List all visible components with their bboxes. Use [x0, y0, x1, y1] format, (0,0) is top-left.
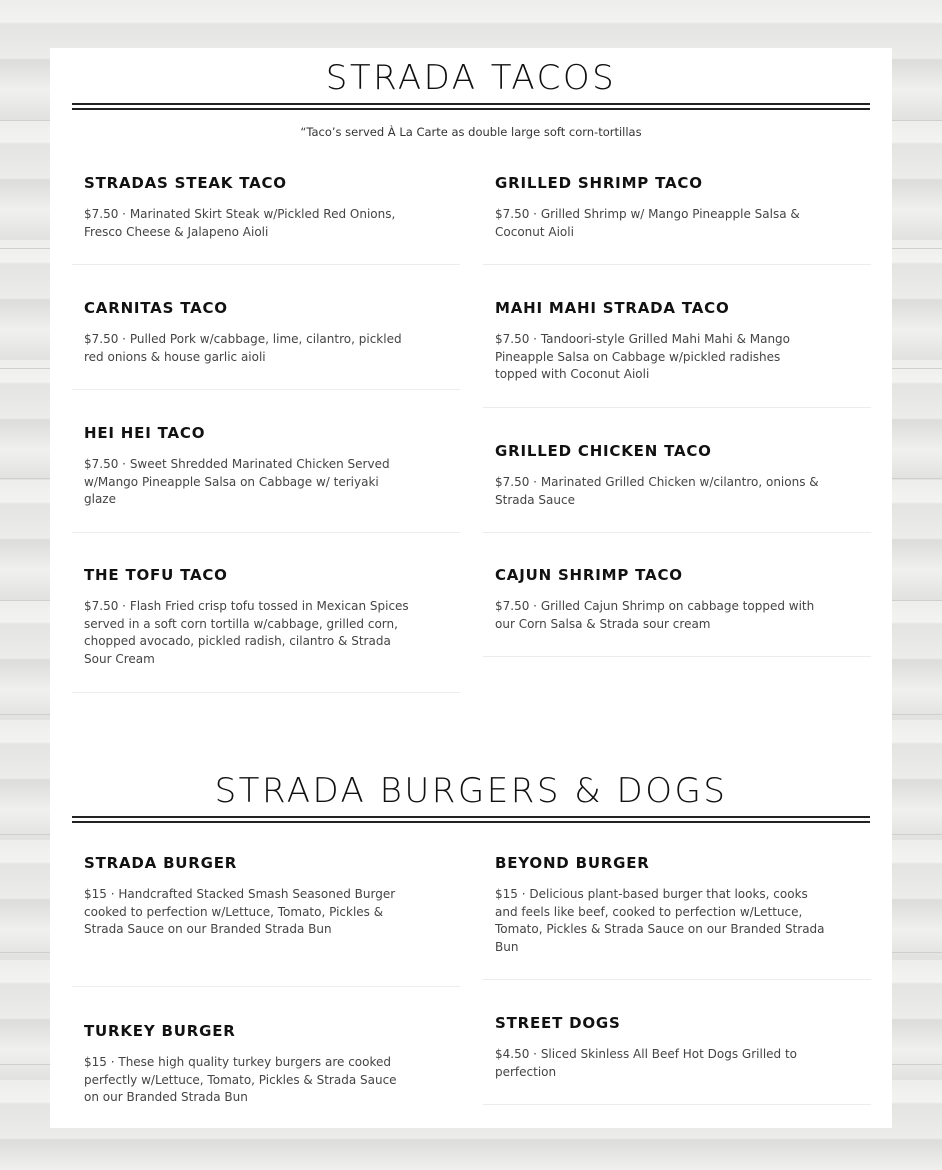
item-desc-text: Tandoori-style Grilled Mahi Mahi & Mango Pineapple Salsa on Cabbage w/pickled radishes topped with Coconut Aioli: [495, 332, 791, 382]
menu-item: [483, 174, 871, 265]
item-desc-text: Pulled Pork w/cabbage, lime, cilantro, pickled red onions & house garlic aioli: [84, 332, 402, 364]
item-divider: [72, 532, 460, 533]
item-divider: [483, 407, 871, 408]
burgers-title-rule: [72, 816, 870, 823]
price-separator: ·: [118, 457, 130, 471]
item-name: STREET DOGS: [495, 1014, 621, 1032]
price-separator: ·: [529, 599, 541, 613]
item-desc-text: Grilled Cajun Shrimp on cabbage topped with our Corn Salsa & Strada sour cream: [495, 599, 815, 631]
item-name: STRADA BURGER: [84, 854, 238, 872]
item-name: BEYOND BURGER: [495, 854, 650, 872]
burgers-section-title: STRADA BURGERS & DOGS: [214, 771, 728, 811]
item-divider: [483, 264, 871, 265]
menu-item: [72, 566, 460, 693]
menu-item: [72, 424, 460, 533]
price-separator: ·: [118, 599, 130, 613]
item-divider: [483, 1104, 871, 1105]
menu-item: [483, 854, 871, 980]
item-description: [84, 456, 414, 509]
price-separator: ·: [118, 207, 130, 221]
price-separator: ·: [517, 887, 530, 901]
price-separator: ·: [118, 332, 130, 346]
price-separator: ·: [529, 1047, 541, 1061]
item-price: $15: [84, 887, 107, 901]
item-divider: [483, 532, 871, 533]
menu-item: [72, 174, 460, 265]
menu-item: [72, 854, 460, 987]
item-name: MAHI MAHI STRADA TACO: [495, 299, 730, 317]
item-name: GRILLED SHRIMP TACO: [495, 174, 703, 192]
tacos-title-rule: [72, 103, 870, 110]
item-divider: [72, 264, 460, 265]
menu-item: [72, 299, 460, 390]
item-description: [84, 1054, 414, 1107]
item-description: [495, 1046, 825, 1081]
item-name: TURKEY BURGER: [84, 1022, 236, 1040]
price-separator: ·: [106, 887, 119, 901]
item-price: $7.50: [84, 599, 119, 613]
item-price: $7.50: [84, 207, 119, 221]
item-name: GRILLED CHICKEN TACO: [495, 442, 712, 460]
item-description: [84, 331, 414, 366]
item-description: [495, 474, 825, 509]
item-price: $15: [495, 887, 518, 901]
item-price: $7.50: [84, 332, 119, 346]
item-description: [84, 206, 414, 241]
item-desc-text: Sweet Shredded Marinated Chicken Served w/Mango Pineapple Salsa on Cabbage w/ teriyaki glaze: [84, 457, 390, 507]
item-price: $7.50: [495, 475, 530, 489]
item-desc-text: Handcrafted Stacked Smash Seasoned Burger cooked to perfection w/Lettuce, Tomato, Pickles & Strada Sauce on our Branded Strada Bun: [84, 887, 396, 937]
item-price: $4.50: [495, 1047, 530, 1061]
item-description: [495, 598, 825, 633]
item-price: $7.50: [495, 332, 530, 346]
tacos-section-title: STRADA TACOS: [325, 58, 617, 98]
item-divider: [72, 389, 460, 390]
item-desc-text: Flash Fried crisp tofu tossed in Mexican Spices served in a soft corn tortilla w/cabbage, grilled corn, chopped avocado, pickled radish, cilantro & Strada Sour Cream: [84, 599, 409, 667]
item-name: THE TOFU TACO: [84, 566, 228, 584]
price-separator: ·: [529, 475, 541, 489]
item-divider: [483, 979, 871, 980]
price-separator: ·: [529, 332, 541, 346]
item-price: $7.50: [495, 599, 530, 613]
menu-item: [483, 299, 871, 408]
menu-sheet: [50, 48, 892, 1128]
item-name: HEI HEI TACO: [84, 424, 206, 442]
item-desc-text: Sliced Skinless All Beef Hot Dogs Grilled to perfection: [495, 1047, 798, 1079]
item-divider: [483, 656, 871, 657]
item-name: STRADAS STEAK TACO: [84, 174, 287, 192]
item-divider: [72, 986, 460, 987]
tacos-serving-note: “Taco’s served À La Carte as double large soft corn-tortillas: [300, 125, 642, 139]
price-separator: ·: [529, 207, 541, 221]
item-divider: [72, 692, 460, 693]
item-desc-text: These high quality turkey burgers are cooked perfectly w/Lettuce, Tomato, Pickles & Strada Sauce on our Branded Strada Bun: [84, 1055, 397, 1105]
item-desc-text: Delicious plant-based burger that looks, cooks and feels like beef, cooked to perfection w/Lettuce, Tomato, Pickles & Strada Sauce on our Branded Strada Bun: [495, 887, 825, 955]
item-desc-text: Marinated Skirt Steak w/Pickled Red Onions, Fresco Cheese & Jalapeno Aioli: [84, 207, 396, 239]
menu-item: [483, 442, 871, 533]
menu-item: [483, 566, 871, 657]
item-price: $7.50: [495, 207, 530, 221]
item-description: [84, 598, 414, 669]
item-price: $15: [84, 1055, 107, 1069]
item-desc-text: Grilled Shrimp w/ Mango Pineapple Salsa & Coconut Aioli: [495, 207, 800, 239]
item-description: [495, 886, 825, 957]
item-price: $7.50: [84, 457, 119, 471]
item-name: CAJUN SHRIMP TACO: [495, 566, 683, 584]
item-description: [84, 886, 414, 939]
price-separator: ·: [106, 1055, 119, 1069]
menu-item: [483, 1014, 871, 1105]
item-desc-text: Marinated Grilled Chicken w/cilantro, onions & Strada Sauce: [495, 475, 819, 507]
menu-item: [72, 1022, 460, 1112]
item-name: CARNITAS TACO: [84, 299, 228, 317]
item-description: [495, 331, 825, 384]
item-description: [495, 206, 825, 241]
